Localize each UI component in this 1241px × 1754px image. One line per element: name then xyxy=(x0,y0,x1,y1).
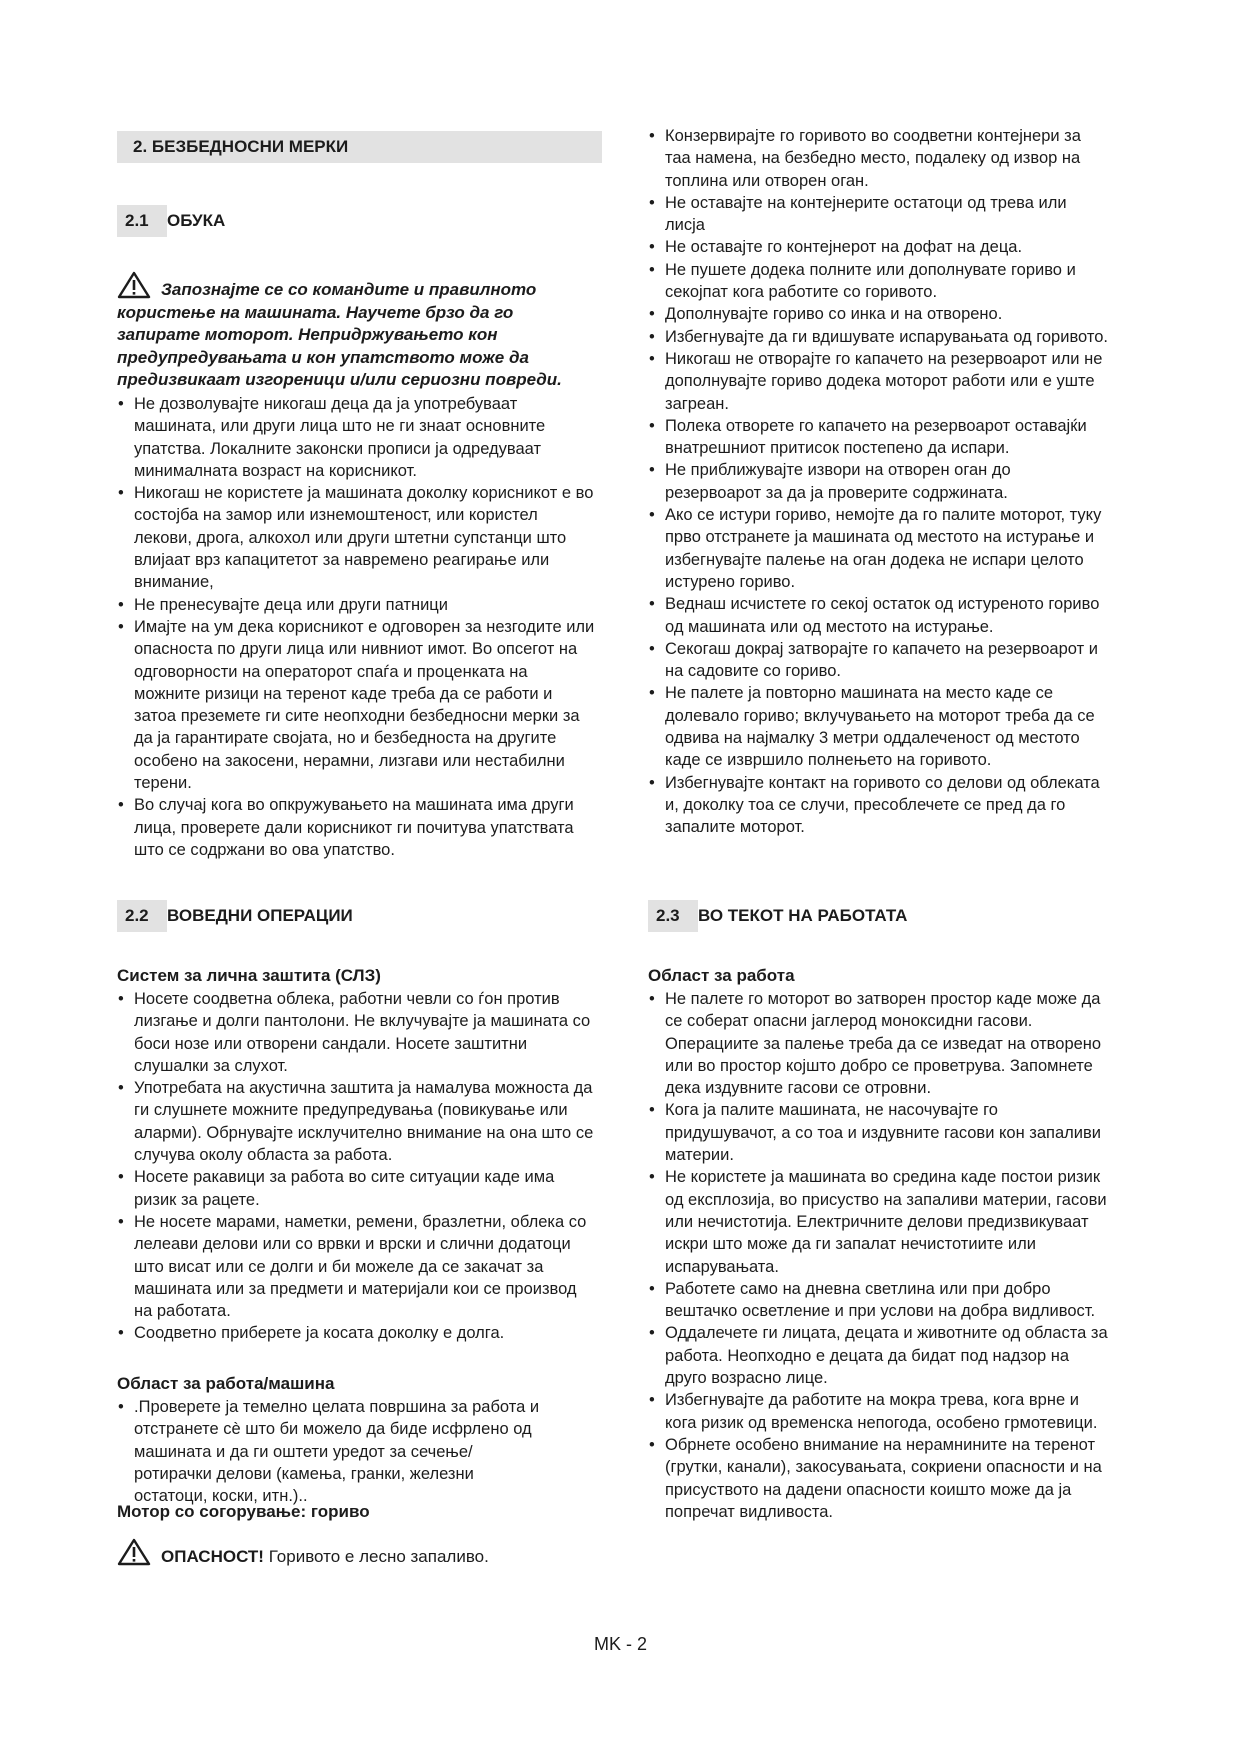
list-item: • Оддалечете ги лицата, децата и животните од областа за работа. Неопходно е децата да бидат под надзор на друго возрасно лице. xyxy=(648,1322,1108,1389)
list-item: • Ако се истури гориво, немојте да го палите моторот, туку прво отстранете ја машината од местото на истурање и избегнувајте палење на оган додека не испари целото истурено гориво. xyxy=(648,504,1108,593)
list-item: • Носете ракавици за работа во сите ситуации каде има ризик за рацете. xyxy=(117,1166,597,1211)
work-area-heading: Област за работа xyxy=(648,966,795,985)
page-number: MK - 2 xyxy=(593,1634,647,1654)
list-item: • Не приближувајте извори на отворен оган до резервоарот за да ја проверите содржината. xyxy=(648,459,1108,504)
section-title: БЕЗБЕДНОСНИ МЕРКИ xyxy=(151,137,349,156)
section-header-safety xyxy=(117,131,602,163)
subsection-number: 2.1 xyxy=(117,205,167,237)
work-area-machine-list xyxy=(117,1396,547,1507)
warning-line: користење на машината. Научете брзо да го xyxy=(117,302,514,322)
list-item: • Не носете марами, наметки, ремени, бразлетни, облека со лелеави делови или со врвки и врски и слични додатоци што висат или се долги и би можеле да се закачат за машината или за предмети и материјали кои се производ на работата. xyxy=(117,1211,597,1322)
warning-line: Запознајте се со командите и правилното xyxy=(117,271,607,302)
list-item: • Избегнувајте да ги вдишувате испарувањата од горивото. xyxy=(648,326,1108,348)
list-item: • .Проверете ја темелно целата површина за работа и отстранете сè што би можело да биде исфрлено од машината и да ги оштети уредот за сечење/ротирачки делови (камења, гранки, железни остатоци, коски, итн.).. xyxy=(117,1396,547,1507)
list-item: • Соодветно приберете ја косата доколку е долга. xyxy=(117,1322,597,1344)
work-area-list xyxy=(648,988,1108,1523)
list-item: • Полека отворете го капачето на резервоарот оставајќи внатрешниот притисок постепено да испари. xyxy=(648,415,1108,460)
list-item: • Носете соодветна облека, работни чевли со ѓон против лизгање и долги пантолони. Не вклучувајте ја машината со боси нозе или отворени сандали. Носете заштитни слушалки за слухот. xyxy=(117,988,597,1077)
list-item: • Не пушете додека полните или дополнувате гориво и секојпат кога работите со горивото. xyxy=(648,259,1108,304)
list-item: • Не користете ја машината во средина каде постои ризик од експлозија, во присуство на запаливи материи, гасови или нечистотија. Електричните делови предизвикуваат искри што може да ги запалат нечистотиите или испарувањата. xyxy=(648,1166,1108,1277)
ppe-heading: Систем за лична заштита (СЛЗ) xyxy=(117,966,381,985)
training-warning xyxy=(117,271,607,392)
list-item: • Избегнувајте да работите на мокра трева, кога врне и кога ризик од временска непогода, особено грмотевици. xyxy=(648,1389,1108,1434)
work-area-machine-heading: Област за работа/машина xyxy=(117,1374,335,1393)
list-item: • Никогаш не користете ја машината доколку корисникот е во состојба на замор или изнемоштеност, или користел лекови, дрога, алкохол или други штетни супстанци што влијаат врз капацитетот за навремено реагирање или внимание, xyxy=(117,482,597,593)
danger-label: ОПАСНОСТ! xyxy=(161,1547,264,1566)
danger-text: Горивото е лесно запаливо. xyxy=(268,1547,489,1566)
list-item: • Кога ја палите машината, не насочувајте го придушувачот, а со тоа и издувните гасови кон запаливи материи. xyxy=(648,1099,1108,1166)
list-item: • Секогаш докрај затворајте го капачето на резервоарот и на садовите со гориво. xyxy=(648,638,1108,683)
warning-line: запирате моторот. Непридржувањето кон xyxy=(117,325,498,344)
warning-line: предупредувањата и кон упатството може да xyxy=(117,347,529,367)
list-item: • Не пренесувајте деца или други патници xyxy=(117,594,597,616)
list-item: • Дополнувајте гориво со инка и на отворено. xyxy=(648,303,1108,325)
subsection-number: 2.2 xyxy=(117,900,167,932)
list-item: • Веднаш исчистете го секој остаток од истуреното гориво од машината или од местото на истурање. xyxy=(648,593,1108,638)
subsection-title: ВО ТЕКОТ НА РАБОТАТА xyxy=(698,906,908,925)
danger-notice xyxy=(117,1538,597,1571)
list-item: • Употребата на акустична заштита ја намалува можноста да ги слушнете можните предупредувања (повикување или аларми). Обрнувајте исклучително внимание на она што се случува околу областа за работа. xyxy=(117,1077,597,1166)
ppe-list xyxy=(117,988,597,1345)
section-number: 2. xyxy=(133,137,148,156)
subsection-title: ОБУКА xyxy=(167,211,226,230)
list-item: • Никогаш не отворајте го капачето на резервоарот или не дополнувајте гориво додека моторот работи или е уште загреан. xyxy=(648,348,1108,415)
list-item: • Не оставајте на контејнерите остатоци од трева или лисја xyxy=(648,192,1108,237)
list-item: • Работете само на дневна светлина или при добро вештачко осветление и при услови на добра видливост. xyxy=(648,1278,1108,1323)
list-item: • Имајте на ум дека корисникот е одговорен за незгодите или опасноста по други лица или нивниот имот. Во опсегот на одговорности на операторот спаѓа и проценката на можните ризици на теренот каде треба да се работи и затоа преземете ги сите неопходни безбедносни мерки за да ја гарантирате својата, но и безбедноста на другите особено на закосени, нерамни, лизгави или нестабилни терени. xyxy=(117,616,597,794)
list-item: • Во случај кога во опкружувањето на машината има други лица, проверете дали корисникот ги почитува упатствата што се содржани во ова упатство. xyxy=(117,794,597,861)
warning-triangle-icon xyxy=(117,1538,151,1566)
list-item: • Не палете ја повторно машината на место каде се долевало гориво; вклучувањето на моторот треба да се одвива на најмалку 3 метри оддалеченост од местото каде се извршило полнењето на горивото. xyxy=(648,682,1108,771)
list-item: • Не палете го моторот во затворен простор каде може да се соберат опасни јаглерод моноксидни гасови. Операциите за палење треба да се изведат на отворено или во простор којшто добро се проветрува. Запомнете дека издувните гасови се отровни. xyxy=(648,988,1108,1099)
warning-line: предизвикаат изгореници и/или сериозни повреди. xyxy=(117,370,562,389)
subsection-title: ВОВЕДНИ ОПЕРАЦИИ xyxy=(167,906,353,925)
list-item: • Обрнете особено внимание на нерамнините на теренот (грутки, канали), закосувањата, сокриени опасности и на присуството на дадени опасности коишто може да ја попречат видливоста. xyxy=(648,1434,1108,1523)
subsection-header-during-work xyxy=(648,900,907,932)
fuel-list xyxy=(648,125,1108,839)
subsection-header-preliminary xyxy=(117,900,353,932)
training-list xyxy=(117,393,597,861)
list-item: • Конзервирајте го горивото во соодветни контејнери за таа намена, на безбедно место, подалеку од извор на топлина или отворен оган. xyxy=(648,125,1108,192)
fuel-heading: Мотор со согорување: гориво xyxy=(117,1502,370,1521)
subsection-number: 2.3 xyxy=(648,900,698,932)
warning-triangle-icon xyxy=(117,271,151,299)
list-item: • Избегнувајте контакт на горивото со делови од облеката и, доколку тоа се случи, пресоблечете се пред да го запалите моторот. xyxy=(648,772,1108,839)
list-item: • Не дозволувајте никогаш деца да ја употребуваат машината, или други лица што не ги знаат основните упатства. Локалните законски прописи ја одредуваат минималната возраст на корисникот. xyxy=(117,393,597,482)
list-item: • Не оставајте го контејнерот на дофат на деца. xyxy=(648,236,1108,258)
subsection-header-training xyxy=(117,205,225,237)
